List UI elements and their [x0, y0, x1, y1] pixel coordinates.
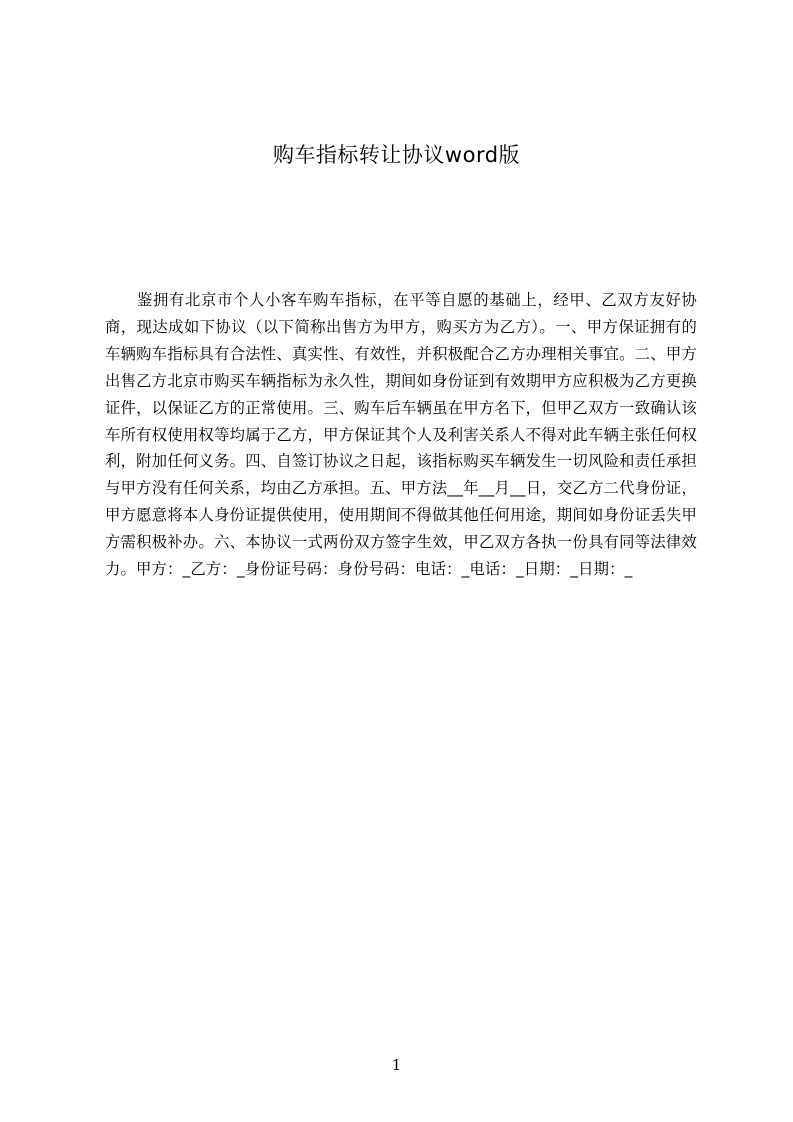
page-number: 1: [391, 1056, 402, 1074]
document-title: 购车指标转让协议word版: [272, 143, 521, 167]
document-body: 鉴拥有北京市个人小客车购车指标，在平等自愿的基础上，经甲、乙双方友好协商，现达成如下协议（以下简称出售方为甲方，购买方为乙方）。一、甲方保证拥有的车辆购车指标具有合法性、真实性、有效性，并积极配合乙方办理相关事宜。二、甲方出售乙方北京市购买车辆指标为永久性，期间如身份证到有效期甲方应积极为乙方更换证件，以保证乙方的正常使用。三、购车后车辆虽在甲方名下，但甲乙双方一致确认该车所有权使用权等均属于乙方，甲方保证其个人及利害关系人不得对此车辆主张任何权利，附加任何义务。四、自签订协议之日起，该指标购买车辆发生一切风险和责任承担与甲方没有任何关系，均由乙方承担。五、甲方法__年__月__日，交乙方二代身份证，甲方愿意将本人身份证提供使用，使用期间不得做其他任何用途，期间如身份证丢失甲方需积极补办。六、本协议一式两份双方签字生效，甲乙双方各执一份具有同等法律效力。甲方：_乙方：_身份证号码：身份号码：电话：_电话：_日期：_日期：_: [105, 291, 697, 579]
